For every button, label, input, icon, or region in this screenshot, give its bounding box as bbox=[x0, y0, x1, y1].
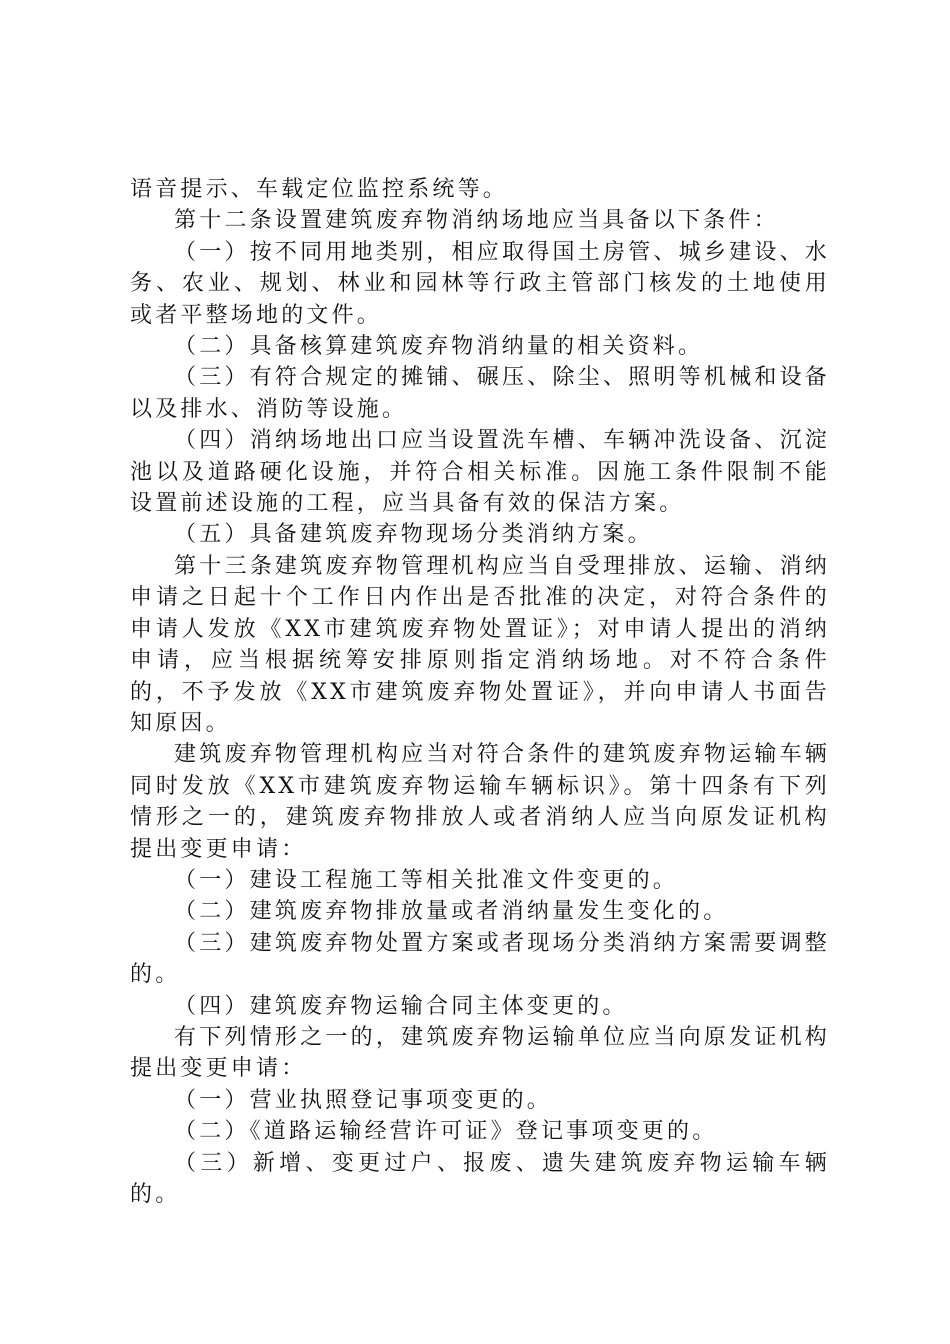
paragraph: 建筑废弃物管理机构应当对符合条件的建筑废弃物运输车辆同时发放《XX市建筑废弃物运输车辆标识》。第十四条有下列情形之一的，建筑废弃物排放人或者消纳人应当向原发证机构提出变更申请： bbox=[130, 742, 830, 862]
paragraph: （二）具备核算建筑废弃物消纳量的相关资料。 bbox=[174, 334, 704, 360]
paragraph: （一）营业执照登记事项变更的。 bbox=[174, 1087, 553, 1113]
paragraph: （三）有符合规定的摊铺、碾压、除尘、照明等机械和设备以及排水、消防等设施。 bbox=[130, 365, 830, 422]
paragraph: （四）消纳场地出口应当设置洗车槽、车辆冲洗设备、沉淀池以及道路硬化设施，并符合相关标准。因施工条件限制不能设置前述设施的工程，应当具备有效的保洁方案。 bbox=[130, 428, 830, 517]
document-body bbox=[130, 174, 830, 1210]
paragraph: 第十二条设置建筑废弃物消纳场地应当具备以下条件： bbox=[174, 208, 779, 234]
paragraph: 有下列情形之一的，建筑废弃物运输单位应当向原发证机构提出变更申请： bbox=[130, 1024, 830, 1082]
paragraph: （四）建筑废弃物运输合同主体变更的。 bbox=[174, 993, 628, 1019]
paragraph: 语音提示、车载定位监控系统等。 bbox=[130, 177, 509, 202]
paragraph: （一）按不同用地类别，相应取得国土房管、城乡建设、水务、农业、规划、林业和园林等行政主管部门核发的土地使用或者平整场地的文件。 bbox=[130, 239, 830, 328]
paragraph: （二）建筑废弃物排放量或者消纳量发生变化的。 bbox=[174, 899, 729, 925]
paragraph: （五）具备建筑废弃物现场分类消纳方案。 bbox=[174, 522, 653, 548]
paragraph: （三）新增、变更过户、报废、遗失建筑废弃物运输车辆的。 bbox=[130, 1150, 830, 1207]
paragraph: （二）《道路运输经营许可证》登记事项变更的。 bbox=[174, 1119, 718, 1145]
paragraph: 第十三条建筑废弃物管理机构应当自受理排放、运输、消纳申请之日起十个工作日内作出是否批准的决定，对符合条件的申请人发放《XX市建筑废弃物处置证》；对申请人提出的消纳申请，应当根据统筹安排原则指定消纳场地。对不符合条件的，不予发放《XX市建筑废弃物处置证》，并向申请人书面告知原因。 bbox=[130, 553, 830, 736]
paragraph: （一）建设工程施工等相关批准文件变更的。 bbox=[174, 867, 679, 893]
paragraph: （三）建筑废弃物处置方案或者现场分类消纳方案需要调整的。 bbox=[130, 930, 830, 988]
